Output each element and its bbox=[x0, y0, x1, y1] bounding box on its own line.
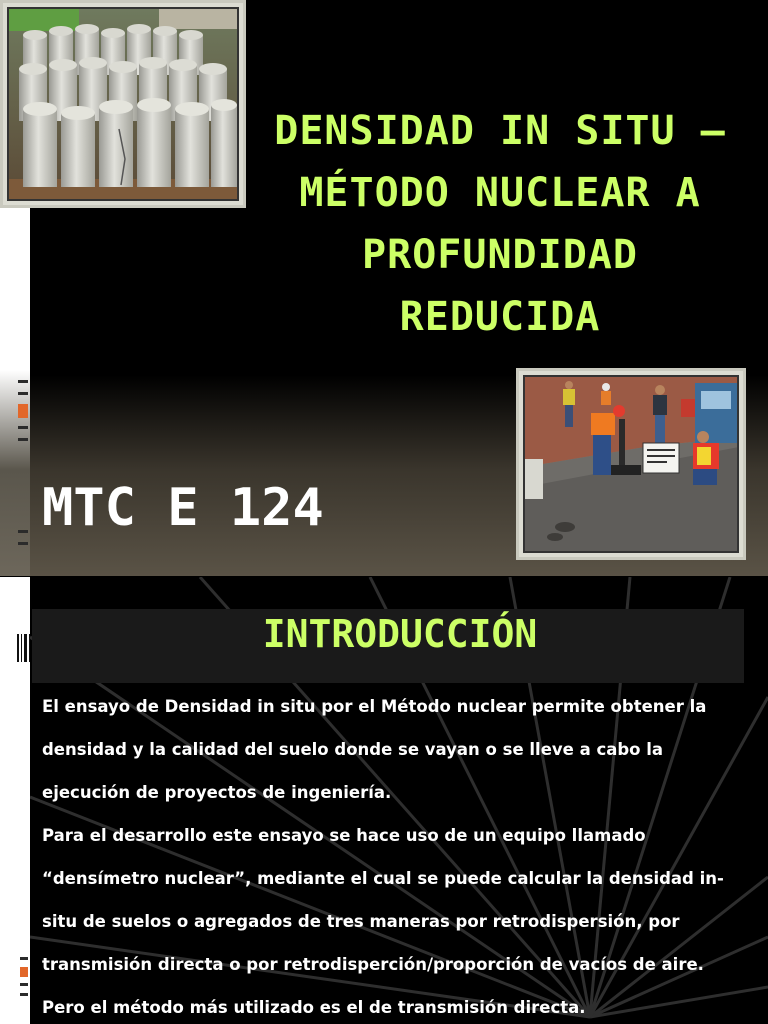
concrete-cylinders-image bbox=[9, 9, 239, 199]
paragraph: Para el desarrollo este ensayo se hace uso de un equipo llamado “densímetro nuclear”, mediante el cual se puede calcular la densidad in-situ de suelos o agregados de tres maneras por retrodispersión, por transmisión directa o por retrodisperción/proporción de vacíos de aire. bbox=[42, 826, 724, 974]
field-test-image bbox=[525, 377, 739, 553]
body-text bbox=[42, 685, 742, 1024]
concrete-cylinders-photo bbox=[0, 0, 246, 208]
introduction-slide bbox=[0, 577, 768, 1024]
paragraph: El ensayo de Densidad in situ por el Método nuclear permite obtener la densidad y la calidad del suelo donde se vayan o se lleve a cabo la ejecución de proyectos de ingeniería. bbox=[42, 697, 707, 802]
standard-code: MTC E 124 bbox=[42, 478, 324, 538]
decorative-ticks bbox=[18, 380, 28, 570]
decorative-ticks bbox=[20, 957, 28, 1017]
slide-title: DENSIDAD IN SITU – MÉTODO NUCLEAR A PROFUNDIDAD REDUCIDA bbox=[274, 108, 726, 340]
section-heading: INTRODUCCIÓN bbox=[262, 612, 538, 656]
paragraph: Pero el método más utilizado es el de transmisión directa. bbox=[42, 998, 586, 1017]
field-test-photo bbox=[516, 368, 746, 560]
